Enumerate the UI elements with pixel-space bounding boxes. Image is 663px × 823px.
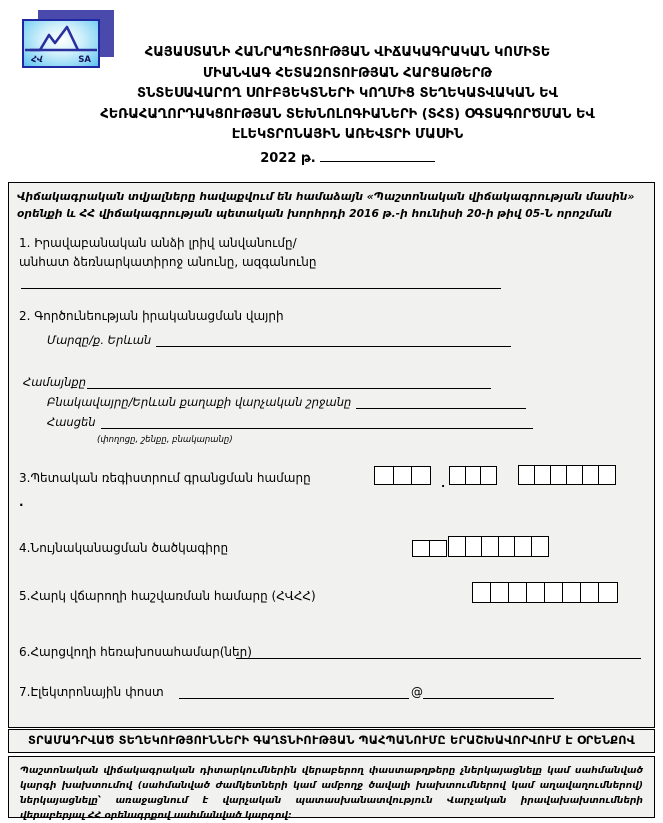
logo-text-sa: SA [78,55,91,65]
legal-note: Վիճակագրական տվյալները հավաքվում են համաձայն «Պաշտոնական վիճակագրության մասին» օրենքի և ՀՀ վիճակագրության պետական խորհրդի 2016 թ.-ի հունիսի 20-ի թիվ 05-Ն որոշման [17,190,635,220]
digit-box[interactable] [411,466,431,485]
digit-box[interactable] [566,465,584,485]
q7-email-local-input-line[interactable] [179,685,409,699]
question-6-label: 6.Հարցվողի հեռախոսահամար(ներ) [19,645,252,659]
q4-id-boxes-group1 [412,540,447,557]
digit-box[interactable] [598,465,616,485]
q2-community-input-line[interactable] [87,375,491,389]
digit-box[interactable] [518,465,536,485]
digit-box[interactable] [465,536,483,557]
digit-box[interactable] [526,582,546,603]
q2-region-label: Մարզը/ք. Երևան [47,333,152,347]
title-line-4: ՀԵՌԱՀԱՂՈՐԴԱԿՑՈՒԹՅԱՆ ՏԵԽՆՈԼՈԳԻԱՆԵՐԻ (ՏՀՏ) ՕԳՏԱԳՈՐԾՄԱՆ ԵՎ [100,106,595,122]
form-main-box [8,182,655,728]
year-label: 2022 թ. [260,150,316,166]
q3-register-boxes-group3 [518,465,616,485]
question-2-label: 2. Գործունեության իրականացման վայրի [19,309,284,323]
q3-register-boxes-group2 [449,466,497,485]
q2-settlement-input-line[interactable] [356,395,526,409]
question-5-label: 5.Հարկ վճարողի հաշվառման համարը (ՀՎՀՀ) [19,589,316,603]
digit-box[interactable] [449,466,466,485]
digit-box[interactable] [448,536,466,557]
liability-note: Պաշտոնական վիճակագրական դիտարկումներին վերաբերող փաստաթղթերը չներկայացնելը կամ սահմանված կարգի խախտումով (սահմանված ժամկետների կամ ամբողջ ծավալի խախտումներով կամ աղավաղումներով) ներկայացնելը՝ առաջացնում է վարչական պատասխանատվություն Վարչական իրավախախտումների վերաբերյալ ՀՀ օրենսգրքով սահմանված կարգով: [8,756,655,818]
q2-community-label: Համայնքը [23,375,87,389]
digit-box[interactable] [544,582,564,603]
digit-box[interactable] [480,466,497,485]
digit-box[interactable] [481,536,499,557]
digit-box[interactable] [498,536,516,557]
q2-region-input-line[interactable] [156,333,511,347]
q5-tin-boxes [472,582,618,603]
q2-region-row [47,333,511,347]
q2-community-row [23,375,491,389]
q2-address-input-line[interactable] [101,415,533,429]
year-row [55,149,640,170]
title-line-3: ՏՆՏԵՍԱՎԱՐՈՂ ՍՈՒԲՅԵԿՏՆԵՐԻ ԿՈՂՄԻՑ ՏԵՂԵԿԱՏՎԱԿԱՆ ԵՎ [137,86,558,101]
confidentiality-banner: ՏՐԱՄԱԴՐՎԱԾ ՏԵՂԵԿՈՒԹՅՈՒՆՆԵՐԻ ԳԱՂՏՆԻՈՒԹՅԱՆ ՊԱՀՊԱՆՈՒՄԸ ԵՐԱՇԽԱՎՈՐՎՈՒՄ Է ՕՐԵՆՔՈՎ [8,729,655,753]
question-1-label: 1. Իրավաբանական անձի լրիվ անվանումը/ անհատ ձեռնարկատիրոջ անունը, ազգանունը [19,236,317,269]
digit-box[interactable] [531,536,549,557]
q2-settlement-label: Բնակավայրը/Երևան քաղաքի վարչական շրջանը [47,395,352,409]
q1-input-line[interactable] [21,275,501,289]
digit-box[interactable] [580,582,600,603]
question-3-label: 3.Պետական ռեգիստրում գրանցման համարը [19,471,311,485]
title-line-1: ՀԱՅԱՍՏԱՆԻ ՀԱՆՐԱՊԵՏՈՒԹՅԱՆ ՎԻՃԱԿԱԳՐԱԿԱՆ ԿՈՄԻՏԵ [144,45,551,60]
digit-box[interactable] [472,582,492,603]
year-input-line[interactable] [320,151,435,162]
digit-box[interactable] [534,465,552,485]
digit-box[interactable] [562,582,582,603]
digit-box[interactable] [514,536,532,557]
digit-box[interactable] [508,582,528,603]
digit-box[interactable] [429,540,447,557]
digit-box[interactable] [374,466,394,485]
question-4-label: 4.Նույնականացման ծածկագիրը [19,541,229,555]
title-line-2: ՄԻԱՆՎԱԳ ՀԵՏԱԶՈՏՈՒԹՅԱՆ ՀԱՐՑԱԹԵՐԹ [202,65,493,81]
q7-email-domain-input-line[interactable] [423,685,554,699]
q7-at-sign: @ [411,685,423,699]
digit-box[interactable] [393,466,413,485]
q6-phone-input-line[interactable] [236,645,641,659]
q3-group-separator-dot: . [441,477,446,490]
title-line-5: ԷԼԵԿՏՐՈՆԱՅԻՆ ԱՌԵՎՏՐԻ ՄԱՍԻՆ [231,127,464,142]
digit-box[interactable] [582,465,600,485]
q4-id-boxes-group2 [448,536,549,557]
digit-box[interactable] [465,466,482,485]
digit-box[interactable] [550,465,568,485]
q2-address-label: Հասցեն [47,415,96,429]
question-7-label: 7.Էլեկտրոնային փոստ [19,685,164,699]
q2-settlement-row [47,395,526,409]
q2-address-row [47,415,533,429]
form-title-block [55,43,640,169]
digit-box[interactable] [412,540,430,557]
digit-box[interactable] [490,582,510,603]
q3-stray-dot: . [19,495,24,509]
q3-register-boxes-group1 [374,466,431,485]
logo-text-hv: ՀՎ [29,55,44,65]
digit-box[interactable] [598,582,618,603]
q2-address-hint: (փողոցը, շենքը, բնակարանը) [97,435,233,445]
